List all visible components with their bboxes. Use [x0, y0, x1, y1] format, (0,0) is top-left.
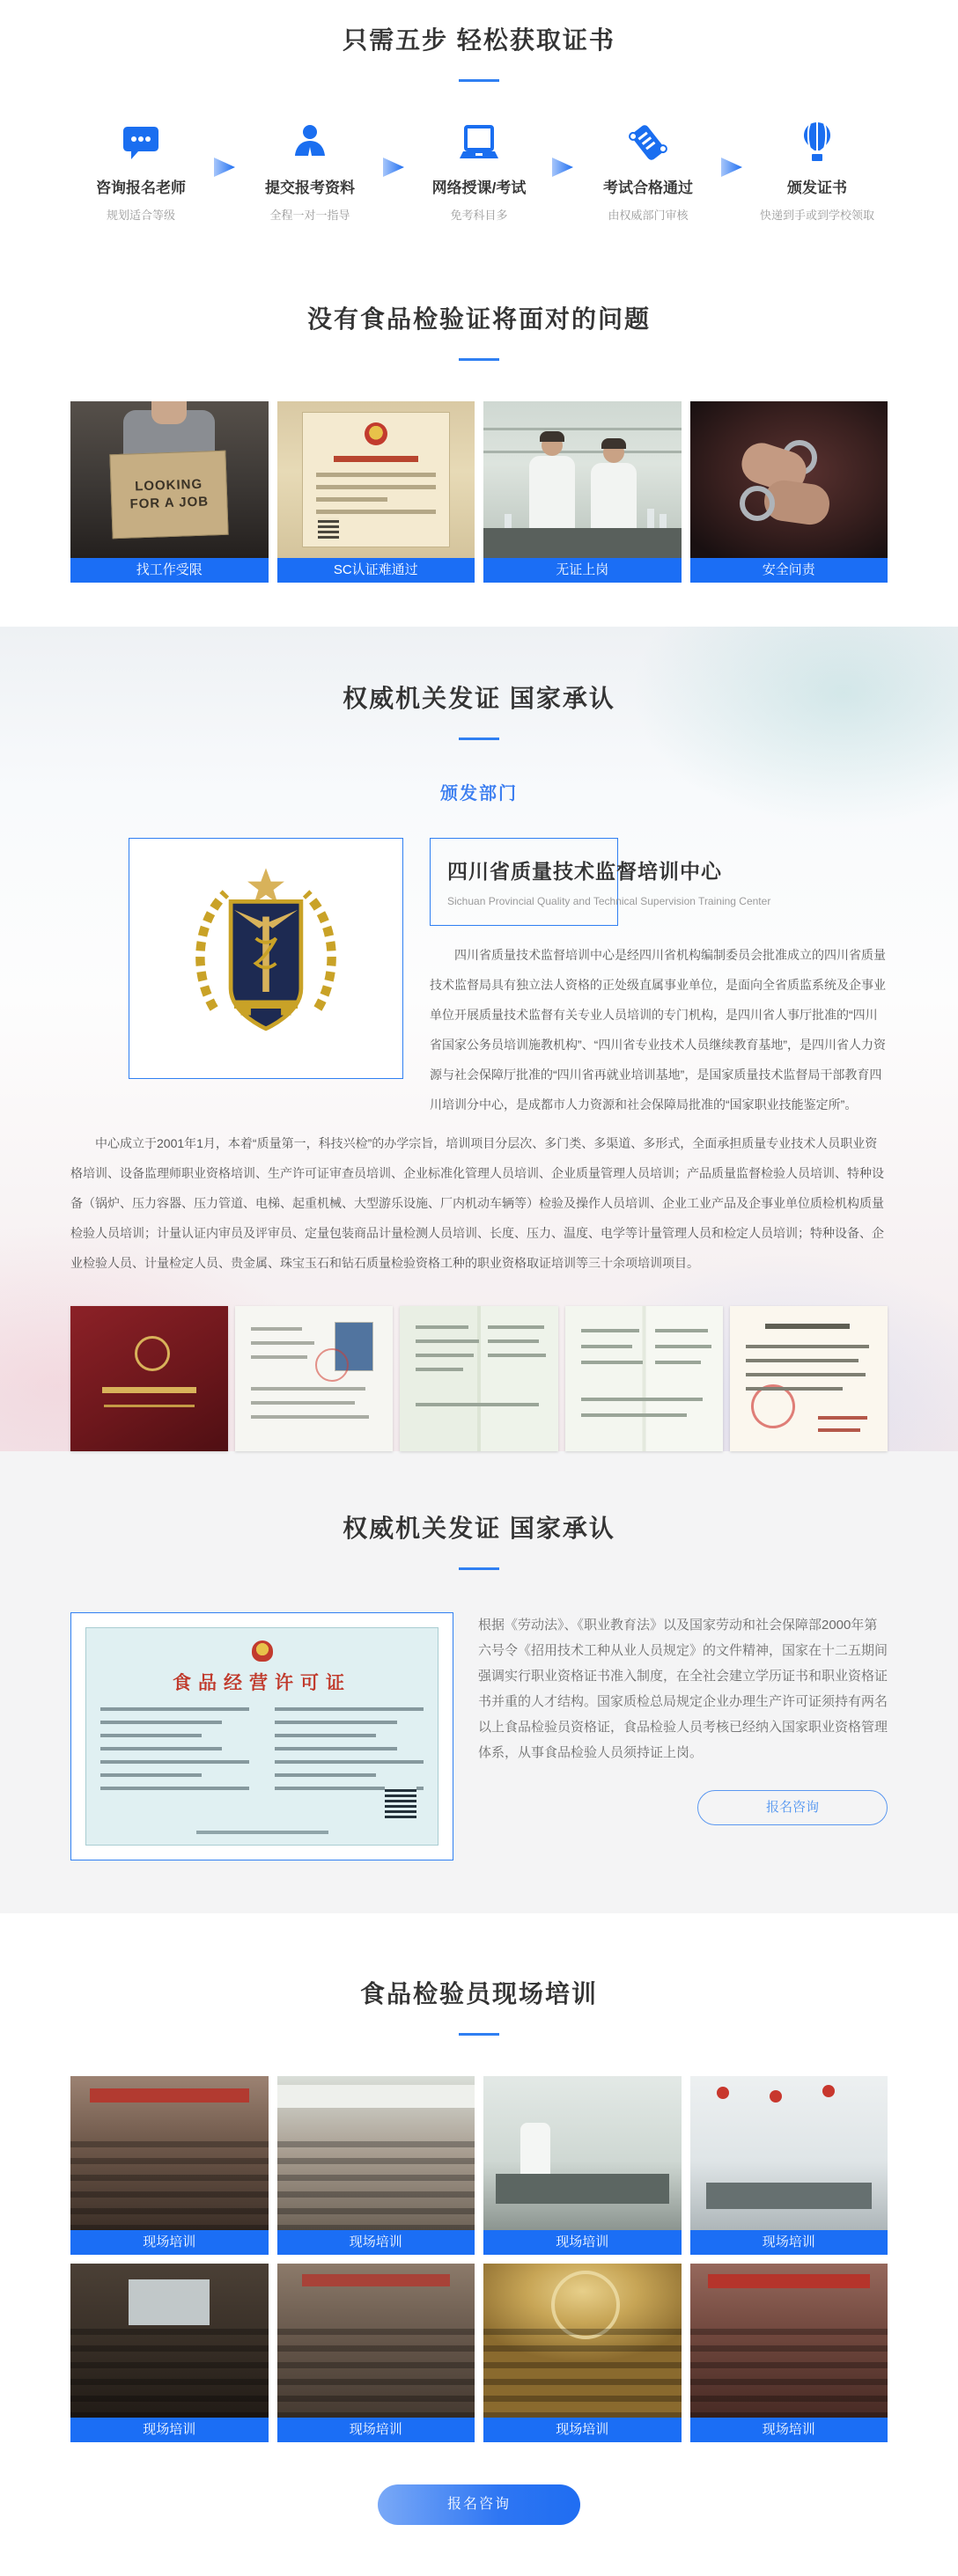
authority-section [0, 627, 958, 1451]
sign-text: LOOKING FOR A JOB [129, 476, 210, 512]
training-card [690, 2076, 888, 2255]
person-icon [243, 119, 377, 163]
title-underline [459, 358, 499, 361]
consult-button-solid[interactable]: 报名咨询 [378, 2484, 580, 2525]
certificate-photo-stamped [730, 1306, 888, 1451]
license-paragraph: 根据《劳动法》、《职业教育法》以及国家劳动和社会保障部2000年第六号令《招用技术工种从业人员规定》的文件精神，国家在十二五期间强调实行职业资格证书准入制度，在全社会建立学历证书和职业资格证书并重的人才结构。国家质检总局规定企业办理生产许可证须持有两名以上食品检验员资格证，食品检验人员考核已经纳入国家职业资格管理体系，从事食品检验人员须持证上岗。 [478, 1618, 888, 1760]
license-fields-left [100, 1707, 249, 1800]
step-pass-exam [581, 119, 715, 223]
step-sub: 规划适合等级 [106, 209, 175, 222]
license-section [0, 1451, 958, 1913]
authority-row [70, 838, 888, 1119]
training-photo [690, 2076, 888, 2230]
problems-section [0, 260, 958, 627]
training-caption: 现场培训 [690, 2418, 888, 2442]
cardboard-sign [109, 451, 228, 539]
training-card [277, 2264, 475, 2442]
training-caption: 现场培训 [483, 2418, 682, 2442]
national-emblem-icon [252, 1640, 273, 1662]
step-label: 颁发证书 [787, 180, 847, 196]
scroll-icon [581, 119, 715, 163]
emblem-card [129, 838, 403, 1079]
org-name: 四川省质量技术监督培训中心 [447, 860, 722, 883]
license-title: 权威机关发证 国家承认 [343, 1515, 615, 1542]
title-underline [459, 1567, 499, 1570]
certificate-photo-with-portrait [235, 1306, 393, 1451]
authority-title: 权威机关发证 国家承认 [343, 685, 615, 712]
training-section [0, 1913, 958, 2576]
photo-art [316, 456, 437, 522]
problem-card-nocert [483, 401, 682, 583]
photo-lab-workers [483, 401, 682, 558]
training-caption: 现场培训 [690, 2230, 888, 2255]
problem-caption: 安全问责 [690, 558, 888, 583]
laptop-icon [412, 119, 546, 163]
training-card [277, 2076, 475, 2255]
steps-row [70, 119, 888, 223]
problems-title: 没有食品检验证将面对的问题 [306, 305, 651, 333]
step-sub: 由权威部门审核 [608, 209, 689, 222]
training-caption: 现场培训 [483, 2230, 682, 2255]
training-card [483, 2076, 682, 2255]
training-photo [70, 2264, 269, 2418]
step-label: 提交报考资料 [265, 180, 355, 196]
photo-handcuffs [690, 401, 888, 558]
chat-icon [74, 119, 208, 163]
training-grid [70, 2076, 888, 2442]
training-caption: 现场培训 [277, 2230, 475, 2255]
certificate-photo-pages [400, 1306, 557, 1451]
qr-code-art [385, 1787, 416, 1818]
license-text-block [478, 1612, 888, 1860]
certificates-row [70, 1306, 888, 1451]
quality-supervision-emblem-icon [182, 857, 350, 1060]
step-sub: 快递到手或到学校领取 [759, 209, 874, 222]
training-card [70, 2264, 269, 2442]
step-issue-certificate [750, 119, 884, 223]
food-business-license [85, 1627, 438, 1846]
license-fields [100, 1707, 424, 1800]
training-photo [277, 2076, 475, 2230]
org-title-box [430, 838, 888, 926]
training-photo [483, 2076, 682, 2230]
training-photo [70, 2076, 269, 2230]
arrow-right-icon [546, 154, 581, 180]
balloon-icon [750, 119, 884, 163]
problem-card-sc [277, 401, 475, 583]
step-consult [74, 119, 208, 223]
training-photo [690, 2264, 888, 2418]
arrow-right-icon [715, 154, 750, 180]
license-row [70, 1612, 888, 1860]
photo-art [529, 456, 575, 532]
title-underline [459, 738, 499, 740]
photo-art [591, 463, 637, 532]
training-caption: 现场培训 [70, 2230, 269, 2255]
step-label: 考试合格通过 [603, 180, 693, 196]
step-label: 咨询报名老师 [96, 180, 186, 196]
step-sub: 免考科目多 [450, 209, 508, 222]
authority-paragraph-1: 四川省质量技术监督培训中心是经四川省机构编制委员会批准成立的四川省质量技术监督局具有独立法人资格的正处级直属事业单位，是面向全省质监系统及企事业单位开展质量技术监督有关专业人员培训的专门机构，是四川省人事厅批准的“四川省国家公务员培训施教机构”、“四川省专业技术人员继续教育基地”，是四川省人力资源与社会保障厅批准的“四川省再就业培训基地”，是国家质量技术监督局干部教育四川培训分中心，是成都市人力资源和社会保障局批准的“国家职业技能鉴定所”。 [430, 948, 886, 1112]
authority-paragraph-wrap [70, 1128, 888, 1451]
authority-text-block [430, 838, 888, 1119]
steps-title: 只需五步 轻松获取证书 [343, 26, 615, 54]
title-underline [459, 2033, 499, 2036]
problem-cards-row [70, 401, 888, 583]
license-document-title: 食品经营许可证 [173, 1673, 351, 1693]
steps-section [0, 0, 958, 260]
training-caption: 现场培训 [277, 2418, 475, 2442]
training-title: 食品检验员现场培训 [359, 1980, 598, 2007]
title-underline [459, 79, 499, 82]
training-caption: 现场培训 [70, 2418, 269, 2442]
step-sub: 全程一对一指导 [269, 209, 350, 222]
training-card [483, 2264, 682, 2442]
problem-caption: SC认证难通过 [277, 558, 475, 583]
step-submit-materials [243, 119, 377, 223]
certificate-photo-red-booklet [70, 1306, 228, 1451]
certificate-photo-pages [565, 1306, 723, 1451]
training-photo [483, 2264, 682, 2418]
arrow-right-icon [208, 154, 243, 180]
training-photo [277, 2264, 475, 2418]
photo-art [740, 486, 775, 521]
photo-job-seeker [70, 401, 269, 558]
license-footer-line [196, 1831, 328, 1834]
problem-caption: 找工作受限 [70, 558, 269, 583]
license-image-card [70, 1612, 453, 1860]
problem-card-job [70, 401, 269, 583]
training-card [690, 2264, 888, 2442]
step-label: 网络授课/考试 [431, 180, 527, 196]
training-card [70, 2076, 269, 2255]
qr-code-art [318, 517, 339, 539]
org-name-en: Sichuan Provincial Quality and Technical Supervision Training Center [447, 895, 771, 907]
photo-license-document [277, 401, 475, 558]
problem-caption: 无证上岗 [483, 558, 682, 583]
step-online-course [412, 119, 546, 223]
authority-paragraph-2: 中心成立于2001年1月，本着“质量第一，科技兴检”的办学宗旨，培训项目分层次、多门类、多渠道、多形式，全面承担质量专业技术人员职业资格培训、设备监理师职业资格培训、生产许可证审查员培训、企业标准化管理人员培训、企业质量管理人员培训；产品质量监督检验人员培训、特种设备（锅炉、压力容器、压力管道、电梯、起重机械、大型游乐设施、厂内机动车辆等）检验及操作人员培训、企业工业产品及企事业单位质检机构质量检验人员培训；计量认证内审员及评审员、定量包装商品计量检测人员培训、长度、压力、温度、电学等计量管理人员和检定人员培训；特种设备、企业检验人员、计量检定人员、贵金属、珠宝玉石和钻石质量检验资格工种的职业资格取证培训等三十余项培训项目。 [70, 1136, 884, 1270]
problem-card-liability [690, 401, 888, 583]
consult-button-outline[interactable]: 报名咨询 [697, 1790, 888, 1825]
arrow-right-icon [377, 154, 412, 180]
issuing-department-subtitle: 颁发部门 [440, 784, 518, 804]
